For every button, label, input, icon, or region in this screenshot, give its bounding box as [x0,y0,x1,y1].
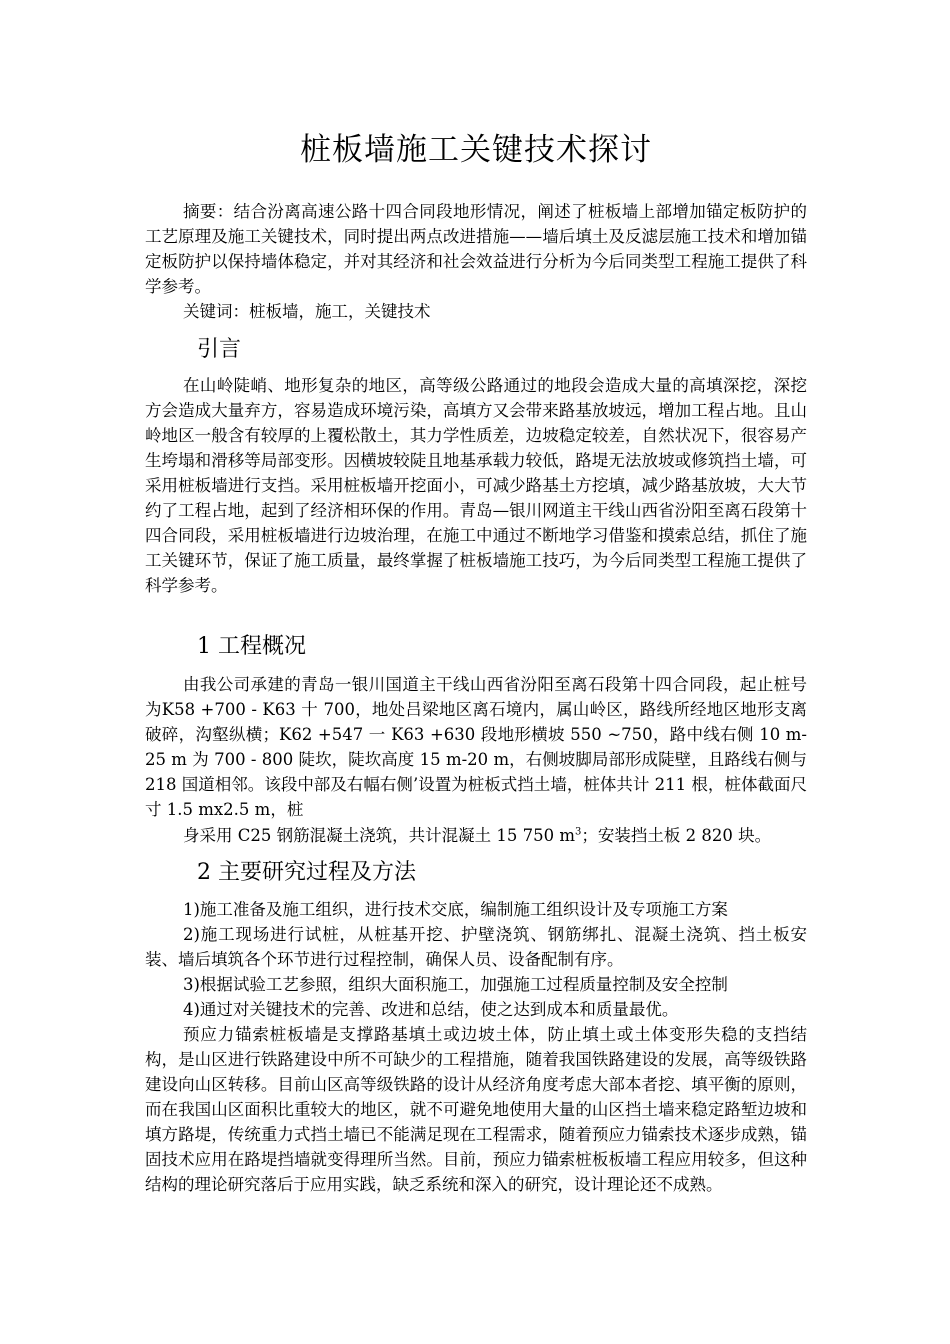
section-heading-1: 1 工程概况 [197,634,306,659]
section-1-paragraph: 由我公司承建的青岛一银川国道主干线山西省汾阳至离石段第十四合同段，起止桩号为K58 +700 - K63 十 700，地处吕梁地区离石境内，属山岭区，路线所经地区地形支离破碎，沟壑纵横；K62 +547 一 K63 +630 段地形横坡 550 ~750，路中线右侧 10 m-25 m 为 700 - 800 陡坎，陡坎高度 15 m-20 m，右侧坡脚局部形成陡壁，且路线右侧与 218 国道相邻。该段中部及右幅右侧’设置为桩板式挡土墙，桩体共计 211 根，桩体截面尺寸 1.5 mx2.5 m，桩 [145,675,807,819]
superscript-cubic: 3 [574,826,582,838]
section-2-paragraph: 预应力锚索桩板墙是支撑路基填土或边坡土体，防止填土或土体变形失稳的支挡结构，是山区进行铁路建设中所不可缺少的工程措施，随着我国铁路建设的发展，高等级铁路建设向山区转移。目前山区高等级铁路的设计从经济角度考虑大部本者挖、填平衡的原则，而在我国山区面积比重较大的地区，就不可避免地使用大量的山区挡土墙来稳定路堑边坡和填方路堤，传统重力式挡土墙已不能满足现在工程需求，随着预应力锚索技术逐步成熟，锚固技术应用在路堤挡墙就变得理所当然。目前，预应力锚索桩板板墙工程应用较多，但这种结构的理论研究落后于应用实践，缺乏系统和深入的研究，设计理论还不成熟。 [145,1025,807,1194]
section-1-continuation [145,823,807,848]
section-heading-intro: 引言 [197,337,242,362]
keywords-line: 关键词：桩板墙，施工，关键技术 [183,302,431,321]
section-2-item-2: 2)施工现场进行试桩，从桩基开挖、护壁浇筑、钢筋绑扎、混凝土浇筑、挡土板安装、墙后填筑各个环节进行过程控制，确保人员、设备配制有序。 [145,925,807,969]
section-1-continuation-text: 身采用 C25 钢筋混凝土浇筑，共计混凝土 15 750 m [183,826,575,845]
section-heading-2: 2 主要研究过程及方法 [197,860,416,885]
intro-paragraph: 在山岭陡峭、地形复杂的地区，高等级公路通过的地段会造成大量的高填深挖，深挖方会造成大量弃方，容易造成环境污染，高填方又会带来路基放坡远，增加工程占地。且山岭地区一般含有较厚的上覆松散土，其力学性质差，边坡稳定较差，自然状况下，很容易产生垮塌和滑移等局部变形。因横坡较陡且地基承载力较低，路堤无法放坡或修筑挡土墙，可采用桩板墙进行支挡。采用桩板墙开挖面小，可减少路基土方挖填，减少路基放坡，大大节约了工程占地，起到了经济相环保的作用。青岛—银川网道主干线山西省汾阳至离石段第十四合同段，采用桩板墙进行边坡治理，在施工中通过不断地学习借鉴和摸索总结，抓住了施工关键环节，保证了施工质量，最终掌握了桩板墙施工技巧，为今后同类型工程施工提供了科学参考。 [145,376,807,595]
document-title: 桩板墙施工关键技术探讨 [300,132,652,168]
abstract-paragraph: 摘要：结合汾离高速公路十四合同段地形情况，阐述了桩板墙上部增加锚定板防护的工艺原理及施工关键技术，同时提出两点改进措施——墙后填土及反滤层施工技术和增加锚定板防护以保持墙体稳定，并对其经济和社会效益进行分析为今后同类型工程施工提供了科学参考。 [145,202,807,296]
section-2-item-3: 3)根据试验工艺参照，组织大面积施工，加强施工过程质量控制及安全控制 [183,975,728,994]
section-1-continuation-end: ；安装挡土板 2 820 块。 [581,826,772,845]
section-2-item-1: 1)施工准备及施工组织，进行技术交底，编制施工组织设计及专项施工方案 [183,900,728,919]
section-2-item-4: 4)通过对关键技术的完善、改进和总结，使之达到成本和质量最优。 [183,1000,679,1019]
